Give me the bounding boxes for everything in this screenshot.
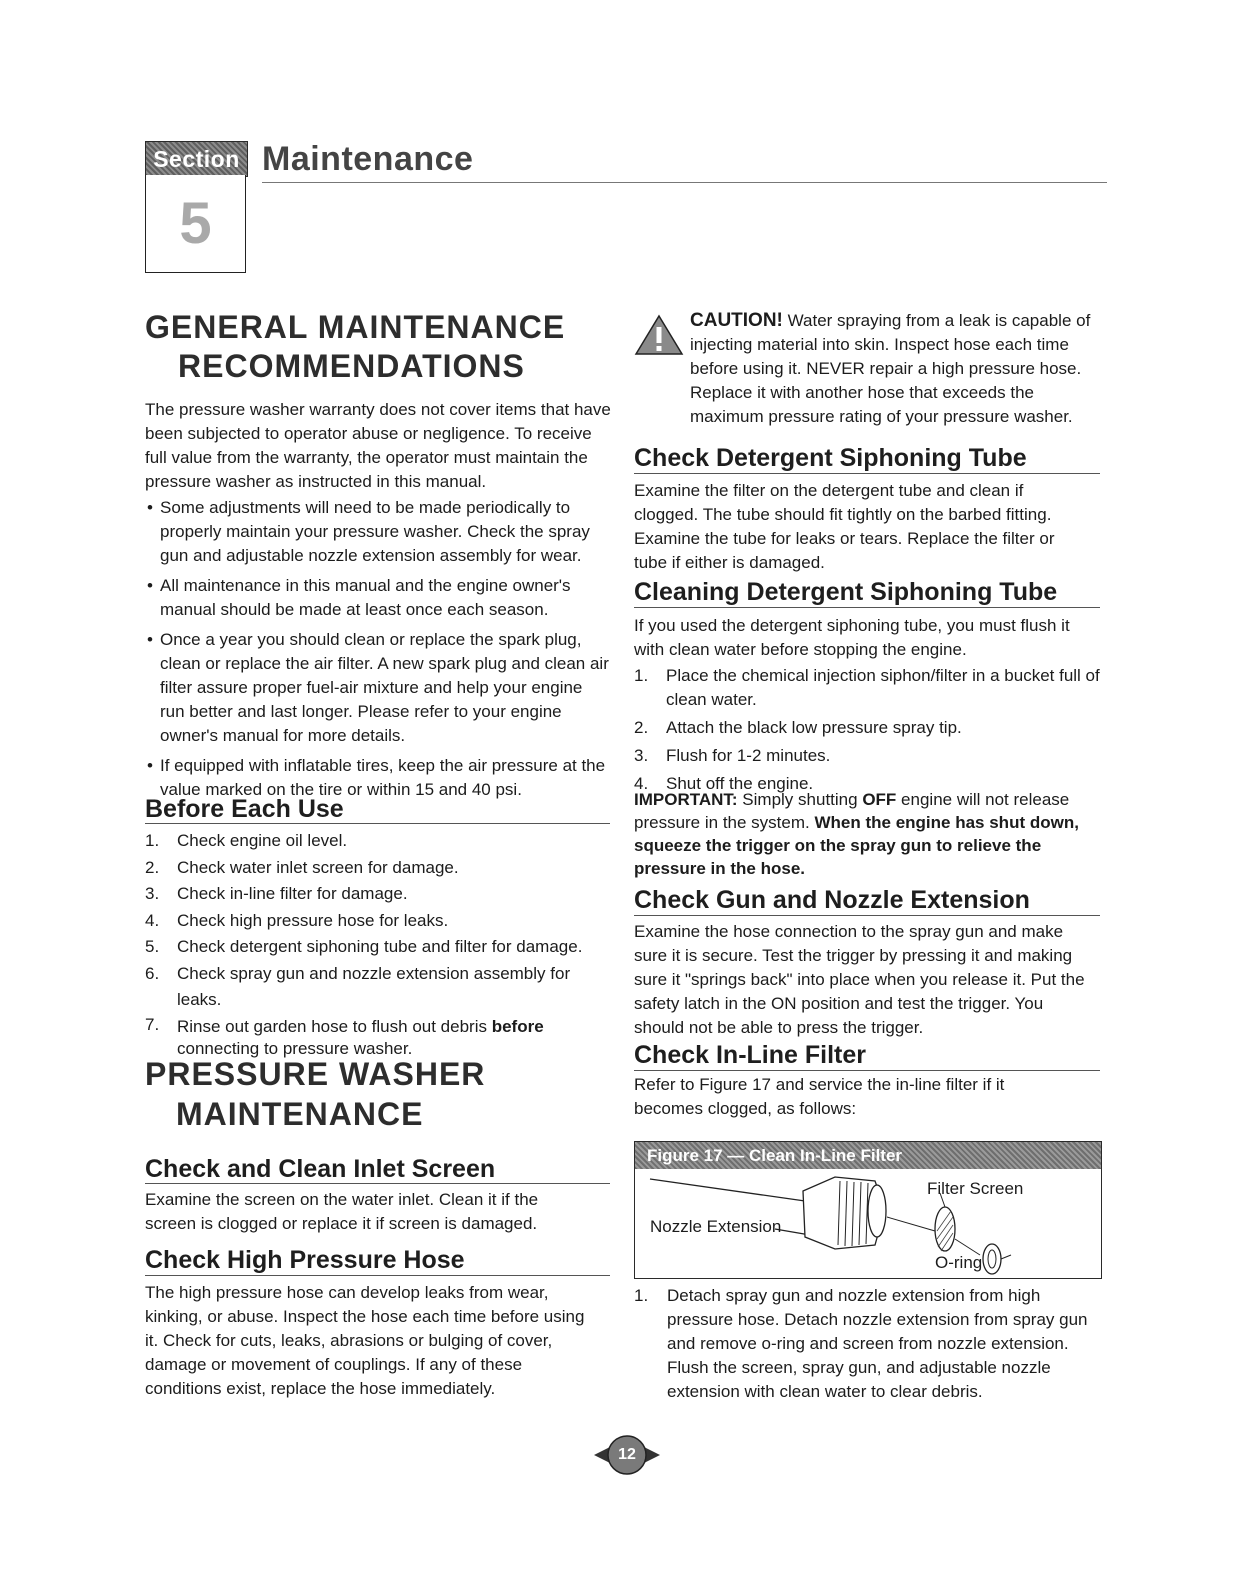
pressure-washer-heading-line2: MAINTENANCE — [176, 1096, 424, 1132]
list-number: 7. — [145, 1014, 160, 1034]
list-item — [634, 1284, 1100, 1404]
important-bold-text: When the engine has shut down, squeeze the trigger on the spray gun to relieve the pressure in the hose. — [634, 813, 1079, 878]
list-text: Check in-line filter for damage. — [177, 884, 408, 903]
list-text: Check high pressure hose for leaks. — [177, 910, 449, 930]
list-text: Detach spray gun and nozzle extension from high pressure hose. Detach nozzle extension from spray gun and remove o-ring and screen from nozzle extension. Flush the screen, spray gun, and adjustable nozzle extension with clean water to clear debris. — [667, 1286, 1088, 1401]
section-badge — [145, 141, 248, 177]
heading-rule — [634, 915, 1100, 916]
important-text: engine will not release pressure in the system. — [634, 790, 1070, 832]
general-intro: The pressure washer warranty does not cover items that have been subjected to operator abuse or negligence. To receive full value from the warranty, the operator must maintain the pressure washer as instructed in this manual. — [145, 400, 611, 491]
inlet-screen-text: Examine the screen on the water inlet. Clean it if the screen is clogged or replace it if screen is damaged. — [145, 1190, 539, 1233]
label-filter-screen: Filter Screen — [927, 1179, 1024, 1198]
pressure-washer-heading-line1: PRESSURE WASHER — [145, 1056, 486, 1092]
cleaning-steps-list — [634, 664, 1100, 796]
warning-triangle-icon — [634, 314, 684, 356]
list-item — [634, 744, 1100, 768]
list-number: 4. — [145, 910, 160, 930]
before-each-use-heading: Before Each Use — [145, 795, 344, 823]
heading-rule — [145, 1275, 610, 1276]
heading-rule — [634, 607, 1100, 608]
list-item — [634, 716, 1100, 740]
bullet-item: • If equipped with inflatable tires, keep the air pressure at the value marked on the tire or within 15 and 40 psi. — [145, 754, 610, 802]
label-o-ring: O-ring — [935, 1253, 983, 1272]
list-item — [634, 664, 1100, 712]
inline-filter-text: Refer to Figure 17 and service the in-line filter if it becomes clogged, as follows: — [634, 1075, 1005, 1118]
important-off: OFF — [862, 790, 897, 809]
cleaning-siphon-heading: Cleaning Detergent Siphoning Tube — [634, 578, 1058, 606]
page-number: 12 — [618, 1446, 636, 1463]
page-title: Maintenance — [262, 140, 474, 178]
before-each-use-list — [145, 828, 610, 1060]
list-number: 4. — [634, 774, 649, 793]
list-item — [145, 961, 610, 1014]
list-number: 2. — [634, 718, 649, 737]
list-text: Check engine oil level. — [177, 831, 348, 850]
caution-label: CAUTION! — [690, 310, 783, 331]
list-item — [145, 881, 610, 908]
list-text: Flush for 1-2 minutes. — [666, 746, 831, 765]
caution-text: Water spraying from a leak is capable of injecting material into skin. Inspect hose each time before using it. NEVER repair a high pressure hose. Replace it with another hose that exceeds the maximum pressure rating of your pressure washer. — [690, 311, 1091, 426]
list-number: 6. — [145, 963, 160, 983]
list-text: Rinse out garden hose to flush out debris — [177, 1016, 487, 1036]
list-text-bold: before — [491, 1016, 544, 1036]
list-text: Shut off the engine. — [666, 774, 814, 793]
list-text: Attach the black low pressure spray tip. — [666, 718, 962, 737]
list-text: Check water inlet screen for damage. — [177, 857, 459, 877]
heading-rule — [634, 1070, 1100, 1071]
list-number: 1. — [634, 666, 649, 685]
title-rule — [262, 182, 1107, 183]
list-number: 2. — [145, 857, 160, 877]
bullet-item: • Some adjustments will need to be made periodically to properly maintain your pressure washer. Check the spray gun and adjustable nozzle extension assembly for wear. — [145, 496, 610, 568]
list-number: 1. — [634, 1286, 649, 1305]
gun-nozzle-heading: Check Gun and Nozzle Extension — [634, 886, 1030, 914]
list-text: connecting to pressure washer. — [177, 1038, 413, 1058]
list-number: 5. — [145, 937, 160, 956]
section-badge-label: Section — [153, 145, 240, 172]
inlet-screen-heading: Check and Clean Inlet Screen — [145, 1155, 496, 1183]
list-number: 3. — [634, 746, 649, 765]
list-item — [145, 855, 610, 882]
list-text: Check detergent siphoning tube and filter for damage. — [177, 937, 583, 956]
bullet-item: • All maintenance in this manual and the engine owner's manual should be made at least once each season. — [145, 574, 610, 622]
general-heading-line1: GENERAL MAINTENANCE — [145, 309, 566, 345]
list-item — [145, 828, 610, 855]
inline-filter-heading: Check In-Line Filter — [634, 1041, 866, 1069]
list-item — [145, 934, 610, 961]
siphon-tube-text: Examine the filter on the detergent tube and clean if clogged. The tube should fit tightly on the barbed fitting. Examine the tube for leaks or tears. Replace the filter or tube if either is damaged. — [634, 481, 1055, 572]
figure-caption: Figure 17 — Clean In-Line Filter — [635, 1142, 1101, 1169]
general-bullets — [145, 496, 610, 808]
heading-rule — [634, 473, 1100, 474]
siphon-tube-heading: Check Detergent Siphoning Tube — [634, 444, 1027, 472]
cleaning-siphon-text: If you used the detergent siphoning tube, you must flush it with clean water before stopping the engine. — [634, 616, 1070, 659]
list-text: Check spray gun and nozzle extension assembly for leaks. — [177, 963, 571, 1009]
list-number: 1. — [145, 831, 160, 850]
general-heading-line2: RECOMMENDATIONS — [178, 348, 525, 384]
gun-nozzle-text: Examine the hose connection to the spray gun and make sure it is secure. Test the trigger by pressing it and making sure it "springs back" into place when you release it. Put the safety latch in the ON position and test the trigger. You should not be able to press the trigger. — [634, 922, 1085, 1037]
label-nozzle-extension: Nozzle Extension — [650, 1217, 782, 1236]
list-text: Place the chemical injection siphon/filter in a bucket full of clean water. — [666, 666, 1100, 709]
important-note — [634, 788, 1100, 880]
high-pressure-hose-text: The high pressure hose can develop leaks from wear, kinking, or abuse. Inspect the hose each time before using it. Check for cuts, leaks, abrasions or bulging of cover, damage or movement of couplings. If any of these conditions exist, replace the hose immediately. — [145, 1283, 585, 1398]
inline-filter-step — [634, 1284, 1100, 1404]
heading-rule — [145, 823, 610, 824]
important-text: Simply shutting — [742, 790, 858, 809]
important-label: IMPORTANT: — [634, 790, 738, 809]
bullet-item: • Once a year you should clean or replace the spark plug, clean or replace the air filter. A new spark plug and clean air filter assure proper fuel-air mixture and help your engine run better and last longer. Please refer to your engine owner's manual for more details. — [145, 628, 610, 748]
high-pressure-hose-heading: Check High Pressure Hose — [145, 1246, 465, 1274]
list-item — [145, 908, 610, 935]
list-number: 3. — [145, 884, 160, 903]
heading-rule — [145, 1183, 610, 1184]
caution-text-block — [690, 309, 1102, 429]
section-number: 5 — [179, 191, 212, 256]
